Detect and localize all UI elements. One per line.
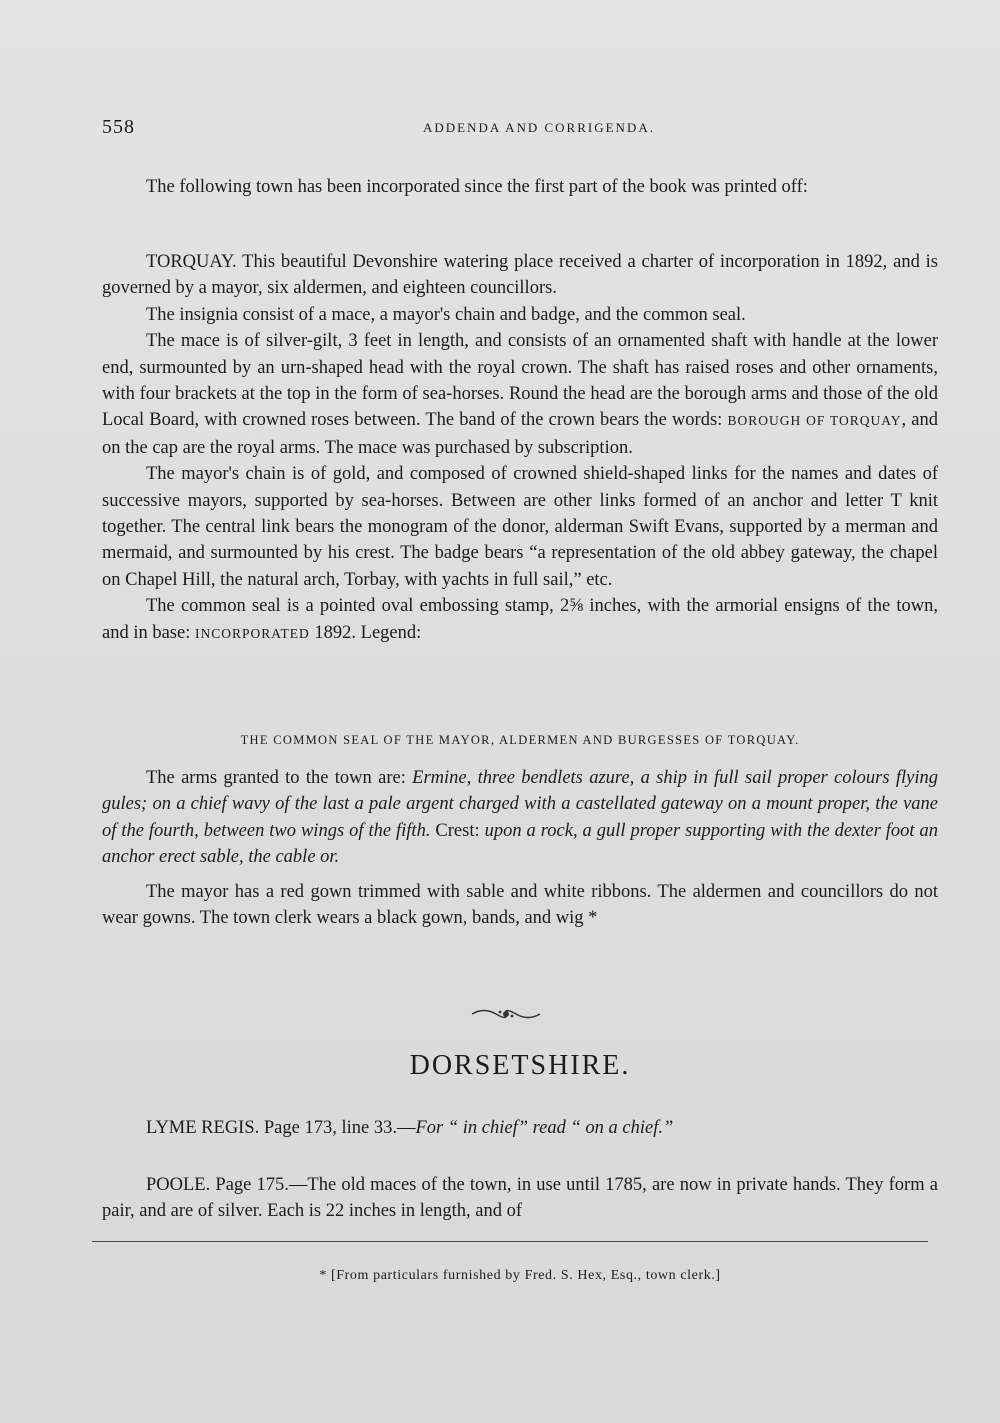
seal-text-a: The common seal is a pointed oval embossing stamp, 2⅝ inches, with the armorial ensigns of the town, and in base: (102, 596, 938, 643)
mace-paragraph (102, 328, 938, 461)
seal-inscription: INCORPORATED (195, 625, 310, 641)
poole-entry (102, 1172, 938, 1225)
arms-blazon: Ermine, three bendlets azure, a ship in full sail proper colours flying gules; on a chief wavy of the last a pale argent charged with a castellated gateway on a mount proper, the vane of the fourth, between two wings of the fifth. (102, 768, 938, 841)
page-number: 558 (102, 116, 135, 138)
lyme-regis-text (102, 1115, 938, 1141)
arms-text-a: The arms granted to the town are: (146, 768, 406, 788)
poole-text: POOLE. Page 175.—The old maces of the town, in use until 1785, are now in private hands. They form a pair, and are of silver. Each is 22 inches in length, and of (102, 1175, 938, 1222)
lyme-regis-ref: LYME REGIS. Page 173, line 33.— (146, 1118, 416, 1138)
lyme-regis-correction: For “ in chief” read “ on a chief.” (415, 1118, 674, 1138)
crest-label: Crest: (435, 820, 480, 841)
lyme-regis-entry (102, 1115, 938, 1141)
footnote: * [From particulars furnished by Fred. S. Hex, Esq., town clerk.] (319, 1268, 721, 1283)
running-head: ADDENDA AND CORRIGENDA. (423, 120, 655, 135)
gown-paragraph: The mayor has a red gown trimmed with sable and white ribbons. The aldermen and councillors do not wear gowns. The town clerk wears a black gown, bands, and wig * (102, 881, 938, 929)
arms-section (102, 765, 938, 931)
torquay-paragraph-1: TORQUAY. This beautiful Devonshire watering place received a charter of incorporation in 1892, and is governed by a mayor, six aldermen, and eighteen councillors. (102, 252, 938, 299)
intro-text: The following town has been incorporated since the first part of the book was printed off: (146, 177, 808, 197)
insignia-paragraph: The insignia consist of a mace, a mayor's chain and badge, and the common seal. (146, 304, 746, 325)
mace-inscription: BOROUGH OF TORQUAY (727, 413, 902, 429)
torquay-section (102, 249, 938, 647)
seal-text-b: 1892. Legend: (314, 622, 422, 643)
intro-paragraph (102, 174, 938, 200)
mace-text-b: , and on the cap are the royal arms. The mace was purchased by subscription. (102, 410, 939, 458)
chain-paragraph: The mayor's chain is of gold, and composed of crowned shield-shaped links for the names and dates of successive mayors, supported by sea-horses. Between are other links formed of an anchor and letter T knit together. The central link bears the monogram of the donor, alderman Swift Evans, supported by a merman and mermaid, and surmounted by his crest. The badge bears “a representation of the old abbey gateway, the chapel on Chapel Hill, the natural arch, Torbay, with yachts in full sail,” etc. (102, 464, 938, 590)
seal-paragraph (102, 593, 938, 647)
page-header (102, 116, 936, 146)
seal-legend: THE COMMON SEAL OF THE MAYOR, ALDERMEN AND BURGESSES OF TORQUAY. (240, 733, 800, 747)
footnote-rule (92, 1241, 928, 1242)
crest-blazon: upon a rock, a gull proper supporting with the dexter foot an anchor erect sable, the cable or. (102, 820, 939, 868)
section-title-dorsetshire: DORSETSHIRE. (409, 1050, 631, 1081)
arms-paragraph (102, 765, 938, 871)
section-ornament-icon (470, 1005, 542, 1023)
mace-text-a: The mace is of silver-gilt, 3 feet in length, and consists of an ornamented shaft with handle at the lower end, surmounted by an urn-shaped head with the royal crown. The shaft has raised roses and other ornaments, with four brackets at the top in the form of sea-horses. Round the head are the borough arms and those of the old Local Board, with crowned roses between. The band of the crown bears the words: (102, 331, 938, 431)
